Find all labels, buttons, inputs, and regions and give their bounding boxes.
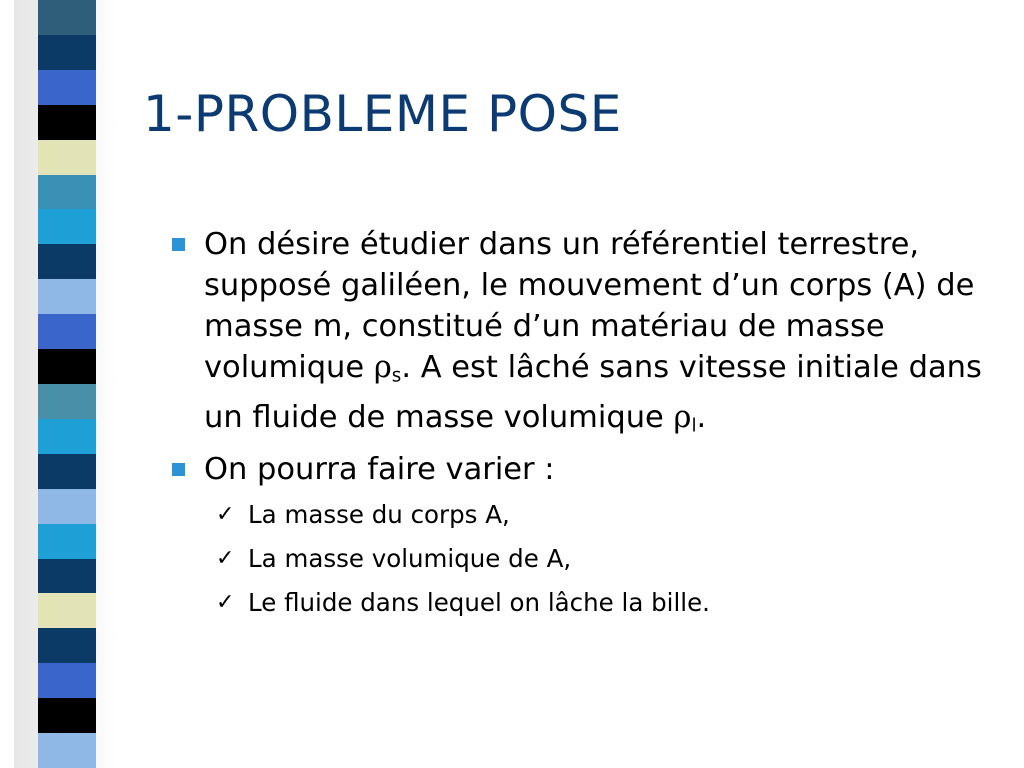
sub-item-1	[168, 493, 998, 537]
bullet-item-2	[168, 449, 998, 490]
square-bullet-icon	[172, 463, 185, 476]
rho-subscript-s: s	[391, 365, 402, 387]
checkmark-icon: ✓	[216, 590, 235, 616]
stripe-segment	[38, 559, 96, 594]
sub-item-text: La masse volumique de A,	[248, 544, 572, 574]
stripe-segment	[38, 314, 96, 349]
stripe-segment	[38, 524, 96, 559]
sub-item-text: Le fluide dans lequel on lâche la bille.	[248, 588, 710, 618]
slide-body	[168, 224, 998, 625]
bullet-1-text: On désire étudier dans un référentiel terrestre, supposé galiléen, le mouvement d’un corps (A) de masse m, constitué d’un matériau de masse volumique $\rho_s$. A est lâché sans vitesse initiale dans un fluide de masse volumique $\rho_l$.	[204, 227, 982, 437]
stripe-segment	[38, 384, 96, 419]
stripe-segment	[38, 209, 96, 244]
decorative-stripe-bar	[38, 0, 96, 768]
stripe-segment	[38, 698, 96, 733]
stripe-segment	[38, 105, 96, 140]
stripe-segment	[38, 279, 96, 314]
rho-symbol: ρ	[373, 350, 392, 385]
stripe-segment	[38, 628, 96, 663]
sub-item-3	[168, 581, 998, 625]
stripe-segment	[38, 663, 96, 698]
checkmark-icon: ✓	[216, 502, 235, 528]
stripe-segment	[38, 175, 96, 210]
square-bullet-icon	[172, 238, 185, 251]
sub-item-2	[168, 537, 998, 581]
stripe-segment	[38, 70, 96, 105]
stripe-segment	[38, 35, 96, 70]
rho-subscript-l: l	[691, 415, 697, 437]
stripe-segment	[38, 140, 96, 175]
stripe-segment	[38, 454, 96, 489]
stripe-segment	[38, 419, 96, 454]
stripe-segment	[38, 0, 96, 35]
stripe-segment	[38, 733, 96, 768]
stripe-segment	[38, 244, 96, 279]
bullet-item-1	[168, 224, 998, 446]
rho-symbol: ρ	[673, 399, 692, 435]
stripe-segment	[38, 489, 96, 524]
checkmark-icon: ✓	[216, 546, 235, 572]
slide-title: 1-PROBLEME POSE	[143, 85, 622, 143]
bullet-2-text: On pourra faire varier :	[204, 452, 555, 488]
stripe-segment	[38, 593, 96, 628]
sub-item-text: La masse du corps A,	[248, 500, 510, 530]
stripe-segment	[38, 349, 96, 384]
